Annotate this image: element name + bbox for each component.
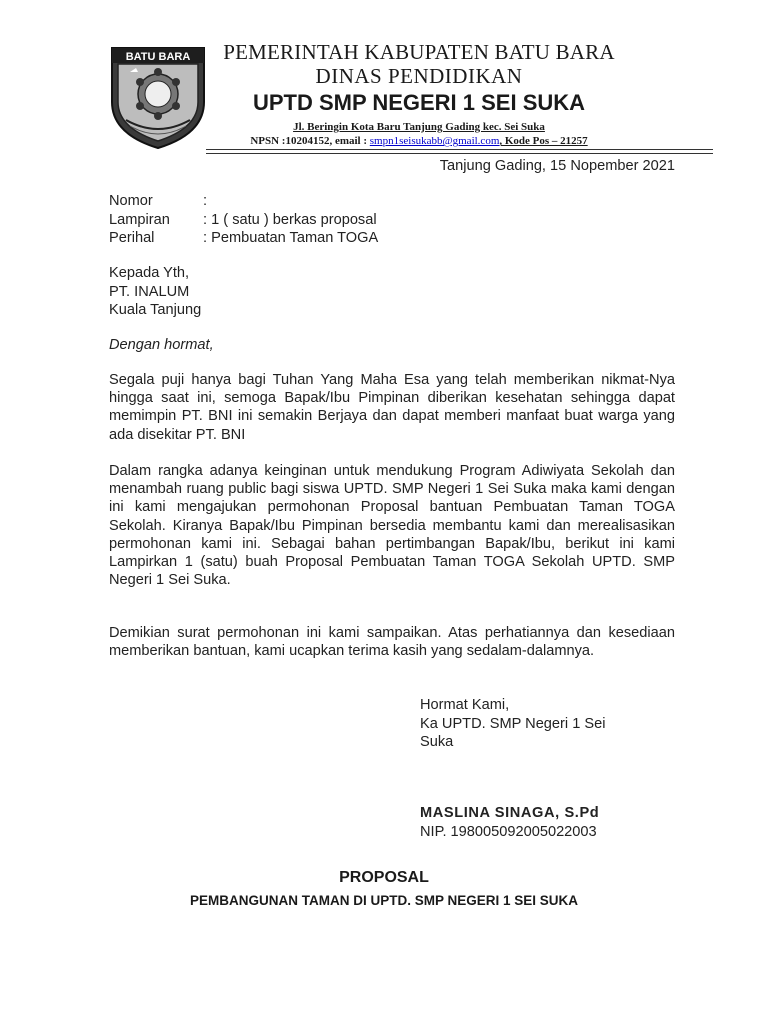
letterhead-school-name: UPTD SMP NEGERI 1 SEI SUKA <box>252 90 586 115</box>
closing-block <box>420 696 605 752</box>
letterhead-rule-thick <box>206 149 713 150</box>
proposal-subtitle: PEMBANGUNAN TAMAN DI UPTD. SMP NEGERI 1 SEI SUKA <box>189 893 579 908</box>
meta-value: : 1 ( satu ) berkas proposal <box>203 211 377 228</box>
closing-position-cont: Suka <box>420 734 454 750</box>
letterhead-email-link[interactable]: smpn1seisukabb@gmail.com <box>369 135 500 147</box>
meta-value: : Pembuatan Taman TOGA <box>203 230 379 246</box>
paragraph-closing: Demikian surat permohonan ini kami sampaikan. Atas perhatiannya dan kesediaan memberikan bantuan, kami ucapkan terima kasih yang sedalam-dalamnya. <box>109 625 675 660</box>
recipient-company: PT. INALUM <box>109 283 190 300</box>
logo-text: BATU BARA <box>125 51 191 63</box>
meta-row-lampiran <box>109 211 378 230</box>
salutation: Dengan hormat, <box>109 337 214 353</box>
proposal-title: PROPOSAL <box>339 869 429 886</box>
recipient-line: Kepada Yth, <box>109 265 190 281</box>
meta-row-perihal <box>109 229 378 248</box>
recipient-block <box>109 264 201 320</box>
letterhead-address: Jl. Beringin Kota Baru Tanjung Gading kec. Sei Suka <box>293 121 545 133</box>
letterhead <box>212 40 626 148</box>
letterhead-npsn: NPSN :10204152, email : <box>250 135 370 147</box>
letterhead-postal-code: , Kode Pos – 21257 <box>499 135 588 147</box>
signer-name: MASLINA SINAGA, S.Pd <box>420 805 600 821</box>
letterhead-government: PEMERINTAH KABUPATEN BATU BARA <box>223 40 615 64</box>
meta-value: : <box>203 193 208 209</box>
meta-key: Nomor <box>109 193 153 209</box>
closing-position: Ka UPTD. SMP Negeri 1 Sei <box>420 715 606 732</box>
letter-meta <box>109 192 378 248</box>
signer-nip: NIP. 198005092005022003 <box>420 823 597 840</box>
recipient-location: Kuala Tanjung <box>109 302 202 318</box>
closing-line: Hormat Kami, <box>420 697 510 713</box>
letterhead-department: DINAS PENDIDIKAN <box>315 64 523 88</box>
signer-block <box>420 804 599 841</box>
meta-key: Lampiran <box>109 211 170 228</box>
letterhead-rule-thin <box>206 153 713 154</box>
meta-key: Perihal <box>109 230 155 246</box>
letterhead-contact <box>212 134 626 148</box>
letter-date: Tanjung Gading, 15 Nopember 2021 <box>439 158 675 174</box>
paragraph-opening: Segala puji hanya bagi Tuhan Yang Maha Esa yang telah memberikan nikmat-Nya hingga saat ini, semoga Bapak/Ibu Pimpinan diberikan kesehatan sehingga dapat memimpin PT. BNI ini semakin Berjaya dan dapat memberi manfaat buat warga yang ada disekitar PT. BNI <box>109 372 675 443</box>
paragraph-request: Dalam rangka adanya keinginan untuk mendukung Program Adiwiyata Sekolah dan menambah ruang public bagi siswa UPTD. SMP Negeri 1 Sei Suka maka kami dengan ini kami mengajukan permohonan Proposal bantuan Pembuatan Taman TOGA Sekolah. Kiranya Bapak/Ibu Pimpinan bersedia membantu kami dan merealisasikan permohonan kami ini. Sebagai bahan pertimbangan Bapak/Ibu, berikut ini kami Lampirkan 1 (satu) buah Proposal Pembuatan Taman TOGA Sekolah UPTD. SMP Negeri 1 Sei Suka. <box>109 463 675 589</box>
meta-row-nomor <box>109 192 378 211</box>
batu-bara-crest-logo <box>108 42 208 152</box>
